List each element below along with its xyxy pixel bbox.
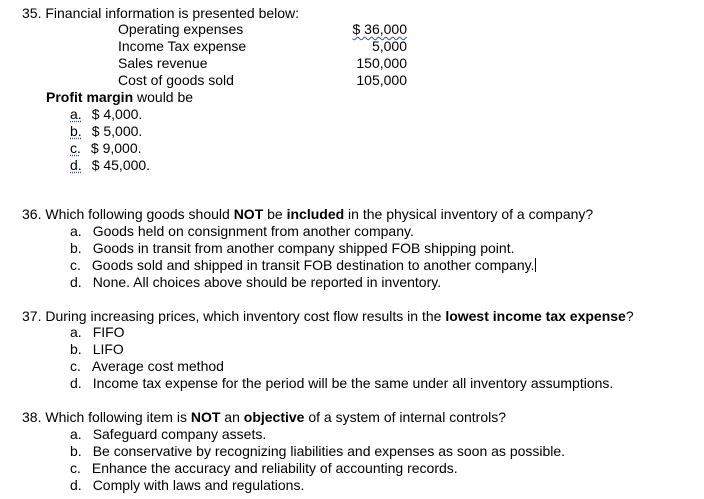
option-letter: b. bbox=[70, 123, 82, 139]
q38-option-b bbox=[70, 443, 565, 460]
q35-option-c bbox=[70, 140, 142, 157]
option-letter: a. bbox=[70, 426, 82, 442]
option-letter: d. bbox=[70, 157, 82, 173]
q38-stem-text: of a system of internal controls? bbox=[304, 409, 507, 425]
text-cursor bbox=[535, 258, 536, 272]
q36-stem-text: 36. Which following goods should bbox=[22, 206, 234, 222]
option-letter: c. bbox=[70, 358, 81, 374]
q35-item-amount bbox=[327, 21, 407, 38]
option-letter: b. bbox=[70, 341, 82, 357]
option-text: Goods held on consignment from another company. bbox=[92, 223, 414, 239]
option-text: LIFO bbox=[92, 341, 124, 357]
option-letter: a. bbox=[70, 223, 82, 239]
option-letter: a. bbox=[70, 324, 82, 340]
option-letter: c. bbox=[70, 257, 81, 273]
q35-prompt bbox=[46, 89, 193, 106]
option-text: None. All choices above should be reported in inventory. bbox=[92, 274, 442, 290]
q35-item-amount: 105,000 bbox=[356, 72, 407, 88]
option-text: Safeguard company assets. bbox=[92, 426, 267, 442]
option-letter: c. bbox=[70, 460, 81, 476]
option-text: Goods sold and shipped in transit FOB destination to another company. bbox=[91, 257, 535, 273]
q36-stem-text: be bbox=[263, 206, 287, 222]
q35-item-amount: 150,000 bbox=[356, 55, 407, 71]
q37-option-c bbox=[70, 358, 224, 375]
option-text: Goods in transit from another company shipped FOB shipping point. bbox=[92, 240, 515, 256]
q35-option-d bbox=[70, 157, 150, 174]
q38-option-a bbox=[70, 426, 266, 443]
option-letter: d. bbox=[70, 477, 82, 493]
q37-stem bbox=[22, 308, 634, 325]
q36-option-d bbox=[70, 274, 441, 291]
q36-stem-bold-not: NOT bbox=[233, 206, 264, 222]
option-text: $ 5,000. bbox=[91, 123, 143, 139]
option-text: Comply with laws and regulations. bbox=[92, 477, 305, 493]
q35-stem: 35. Financial information is presented below: bbox=[22, 5, 300, 21]
option-text: Average cost method bbox=[91, 358, 224, 374]
option-letter: a. bbox=[70, 106, 82, 122]
q35-amount-underlined: $ 36,000 bbox=[352, 21, 407, 37]
q36-option-c bbox=[70, 257, 536, 274]
q38-option-c bbox=[70, 460, 458, 477]
q38-stem-text: an bbox=[220, 409, 244, 425]
option-text: Be conservative by recognizing liabilities and expenses as soon as possible. bbox=[92, 443, 566, 459]
option-text: Income tax expense for the period will be the same under all inventory assumptions. bbox=[92, 375, 614, 391]
q35-item-label: Income Tax expense bbox=[118, 38, 247, 54]
q38-stem-bold-not: NOT bbox=[190, 409, 221, 425]
q38-stem-bold-objective: objective bbox=[243, 409, 305, 425]
q35-prompt-rest: would be bbox=[133, 89, 194, 105]
q35-item-amount: 5,000 bbox=[371, 38, 407, 54]
q35-option-a bbox=[70, 106, 142, 123]
option-letter: b. bbox=[70, 443, 82, 459]
q36-option-a bbox=[70, 223, 414, 240]
q36-option-b bbox=[70, 240, 514, 257]
q35-item-label: Sales revenue bbox=[118, 55, 208, 71]
q37-stem-text: ? bbox=[625, 308, 634, 324]
option-letter: d. bbox=[70, 274, 82, 290]
q37-option-d bbox=[70, 375, 613, 392]
q36-stem-bold-included: included bbox=[286, 206, 345, 222]
option-text: $ 9,000. bbox=[90, 140, 142, 156]
q36-stem bbox=[22, 206, 593, 223]
q37-stem-text: 37. During increasing prices, which inventory cost flow results in the bbox=[22, 308, 446, 324]
option-letter: d. bbox=[70, 375, 82, 391]
option-text: Enhance the accuracy and reliability of accounting records. bbox=[91, 460, 458, 476]
q36-stem-text: in the physical inventory of a company? bbox=[344, 206, 594, 222]
option-letter: b. bbox=[70, 240, 82, 256]
q38-option-d bbox=[70, 477, 304, 494]
q35-option-b bbox=[70, 123, 142, 140]
q38-stem bbox=[22, 409, 506, 426]
option-letter: c. bbox=[70, 140, 81, 156]
q35-prompt-bold: Profit margin bbox=[46, 89, 134, 105]
option-text: $ 4,000. bbox=[91, 106, 143, 122]
option-text: FIFO bbox=[92, 324, 125, 340]
q37-stem-bold: lowest income tax expense bbox=[445, 308, 626, 324]
q35-item-label: Operating expenses bbox=[118, 21, 244, 37]
q37-option-b bbox=[70, 341, 124, 358]
q37-option-a bbox=[70, 324, 125, 341]
q38-stem-text: 38. Which following item is bbox=[22, 409, 191, 425]
q35-item-label: Cost of goods sold bbox=[118, 72, 234, 88]
option-text: $ 45,000. bbox=[91, 157, 151, 173]
